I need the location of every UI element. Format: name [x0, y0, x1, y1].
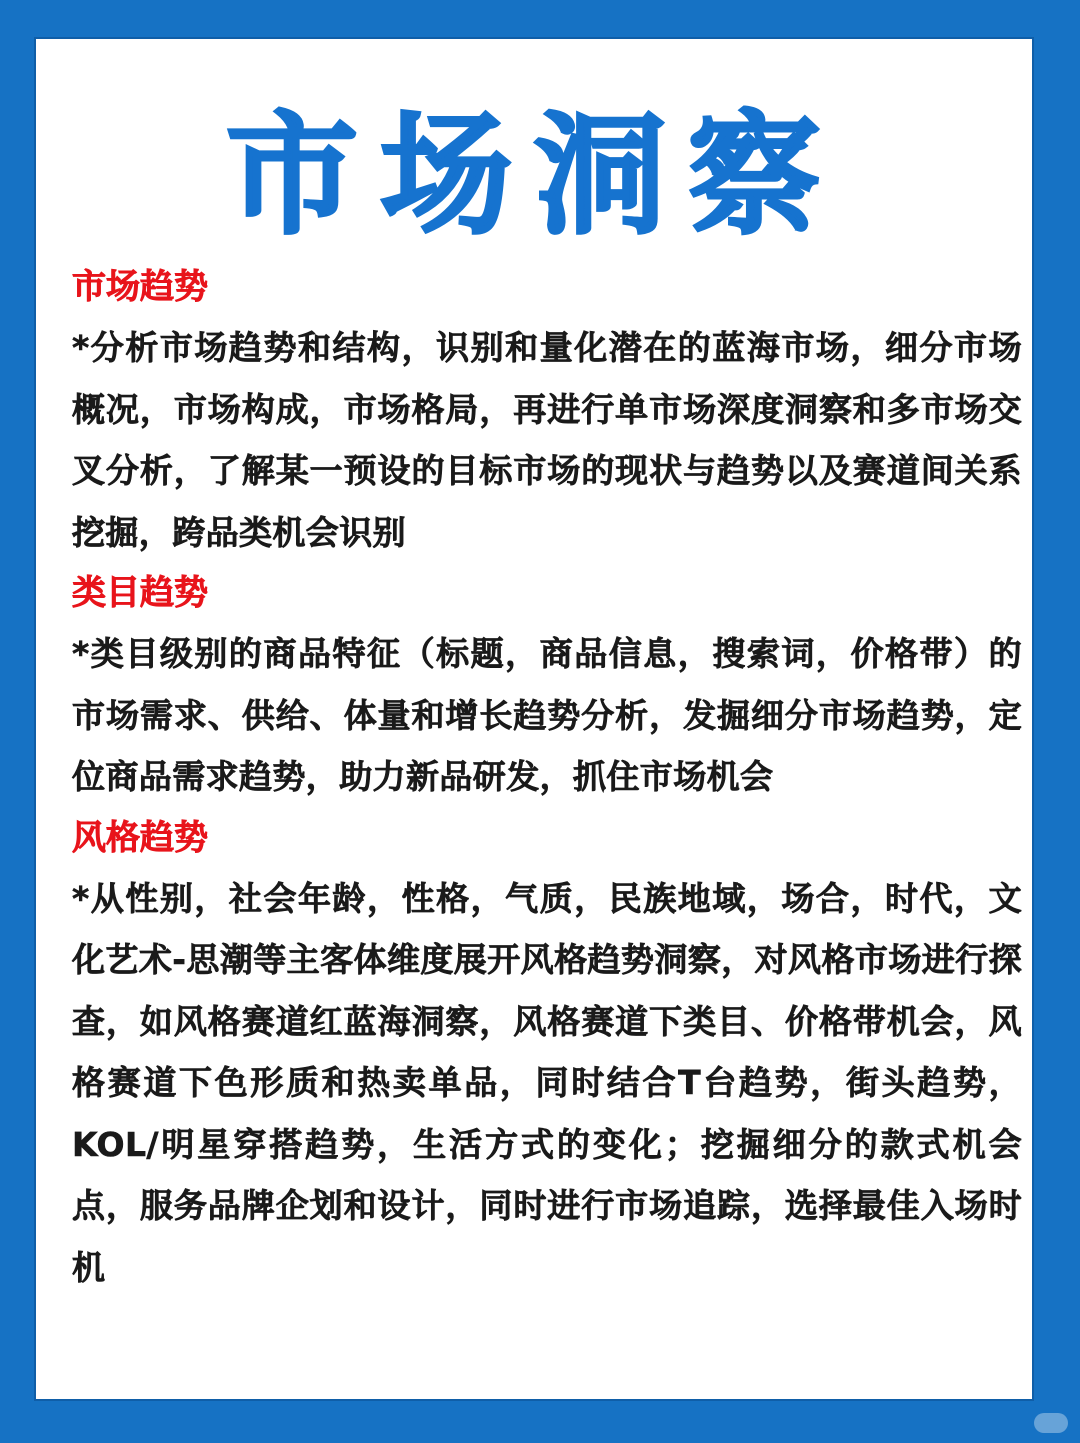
- page-title: 市场洞察: [226, 99, 842, 253]
- content-body: [72, 257, 1022, 1298]
- watermark-badge: [1034, 1413, 1068, 1433]
- section-style-trend: [72, 808, 1022, 1299]
- section-heading: 风格趋势: [72, 817, 208, 858]
- section-category-trend: [72, 563, 1022, 808]
- section-market-trend: [72, 257, 1022, 563]
- section-text: *类目级别的商品特征（标题，商品信息，搜索词，价格带）的市场需求、供给、体量和增长趋势分析，发掘细分市场趋势，定位商品需求趋势，助力新品研发，抓住市场机会: [72, 634, 1022, 796]
- section-heading: 市场趋势: [72, 267, 208, 307]
- content-card: [34, 37, 1034, 1401]
- section-text: *从性别，社会年龄，性格，气质，民族地域，场合，时代，文化艺术-思潮等主客体维度展开风格趋势洞察，对风格市场进行探查，如风格赛道红蓝海洞察，风格赛道下类目、价格带机会，风格赛道下色形质和热卖单品，同时结合T台趋势，街头趋势，KOL/明星穿搭趋势，生活方式的变化；挖掘细分的款式机会点，服务品牌企划和设计，同时进行市场追踪，选择最佳入场时机: [72, 878, 1022, 1287]
- section-heading: 类目趋势: [72, 573, 208, 613]
- section-text: *分析市场趋势和结构，识别和量化潜在的蓝海市场，细分市场概况，市场构成，市场格局，再进行单市场深度洞察和多市场交叉分析，了解某一预设的目标市场的现状与趋势以及赛道间关系挖掘，跨品类机会识别: [72, 328, 1022, 552]
